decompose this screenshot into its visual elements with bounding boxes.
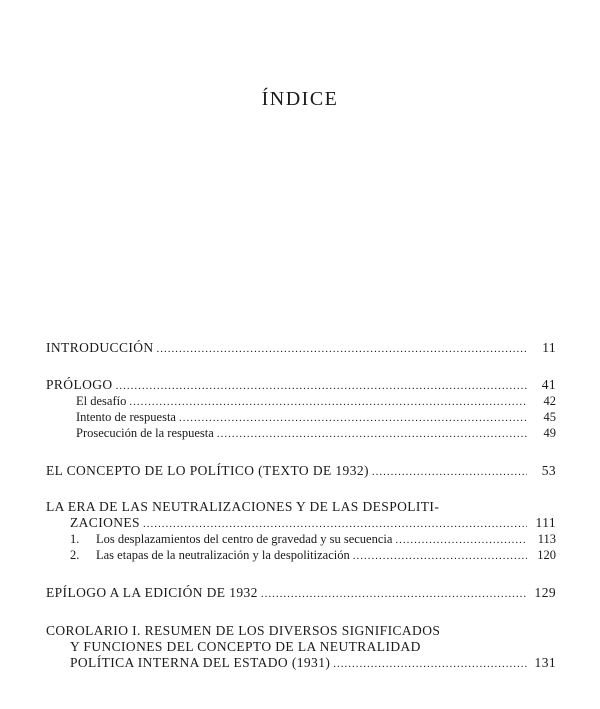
leader-dots: [179, 409, 527, 426]
toc-page-number: 42: [543, 394, 556, 408]
leader-dots: [261, 585, 527, 602]
toc-subnum: 2.: [70, 548, 80, 562]
toc-page-number: 120: [537, 548, 556, 562]
leader-dots: [217, 425, 527, 442]
toc-sublabel: Intento de respuesta: [76, 410, 176, 424]
toc-subentry: [46, 547, 556, 563]
toc-sublabel: [70, 531, 392, 547]
toc-subentry: [46, 531, 556, 547]
toc-subtext: Los desplazamientos del centro de gravedad y su secuencia: [96, 532, 393, 546]
toc-subnum: 1.: [70, 532, 80, 546]
toc-label: POLÍTICA INTERNA DEL ESTADO (1931): [70, 655, 331, 670]
toc-subentry: [46, 425, 556, 441]
toc-entry-era: [46, 499, 556, 563]
toc-page-number: 49: [543, 426, 556, 440]
toc-sublabel: El desafío: [76, 394, 127, 408]
toc-entry-introduccion: [46, 340, 556, 356]
toc-label-line: Y FUNCIONES DEL CONCEPTO DE LA NEUTRALIDAD: [70, 639, 421, 654]
toc-entry-prologo: [46, 377, 556, 441]
leader-dots: [129, 393, 527, 410]
toc-subtext: Las etapas de la neutralización y la despolitización: [96, 548, 350, 562]
toc-page-number: 45: [543, 410, 556, 424]
toc-label: ZACIONES: [70, 515, 140, 530]
page-title: ÍNDICE: [261, 88, 339, 110]
toc-sublabel: Prosecución de la respuesta: [76, 426, 214, 440]
toc-label: EL CONCEPTO DE LO POLÍTICO (TEXTO DE 1932): [46, 463, 369, 478]
leader-dots: [353, 547, 527, 564]
toc-entry-corolario: [46, 623, 556, 671]
toc-label-line: COROLARIO I. RESUMEN DE LOS DIVERSOS SIGNIFICADOS: [46, 623, 441, 638]
toc-page-number: 53: [541, 463, 556, 478]
toc-entry-epilogo: [46, 585, 556, 601]
toc-page-number: 113: [537, 532, 556, 546]
toc-page-number: 11: [542, 340, 556, 355]
leader-dots: [143, 515, 527, 532]
leader-dots: [116, 377, 527, 394]
toc-subentry: [46, 409, 556, 425]
leader-dots: [372, 463, 527, 480]
toc-page-number: 131: [534, 655, 556, 670]
toc-label: EPÍLOGO A LA EDICIÓN DE 1932: [46, 585, 258, 600]
toc-page-number: 129: [534, 585, 556, 600]
leader-dots: [395, 531, 527, 548]
toc-label: PRÓLOGO: [46, 377, 113, 392]
toc-label-line: LA ERA DE LAS NEUTRALIZACIONES Y DE LAS DESPOLITI-: [46, 499, 440, 514]
toc-subentry: [46, 393, 556, 409]
toc-sublabel: [70, 547, 350, 563]
leader-dots: [157, 340, 527, 357]
toc-entry-concepto: [46, 463, 556, 479]
toc-page-number: 111: [535, 515, 556, 530]
toc-label: INTRODUCCIÓN: [46, 340, 154, 355]
leader-dots: [333, 655, 527, 672]
toc-page-number: 41: [541, 377, 556, 392]
